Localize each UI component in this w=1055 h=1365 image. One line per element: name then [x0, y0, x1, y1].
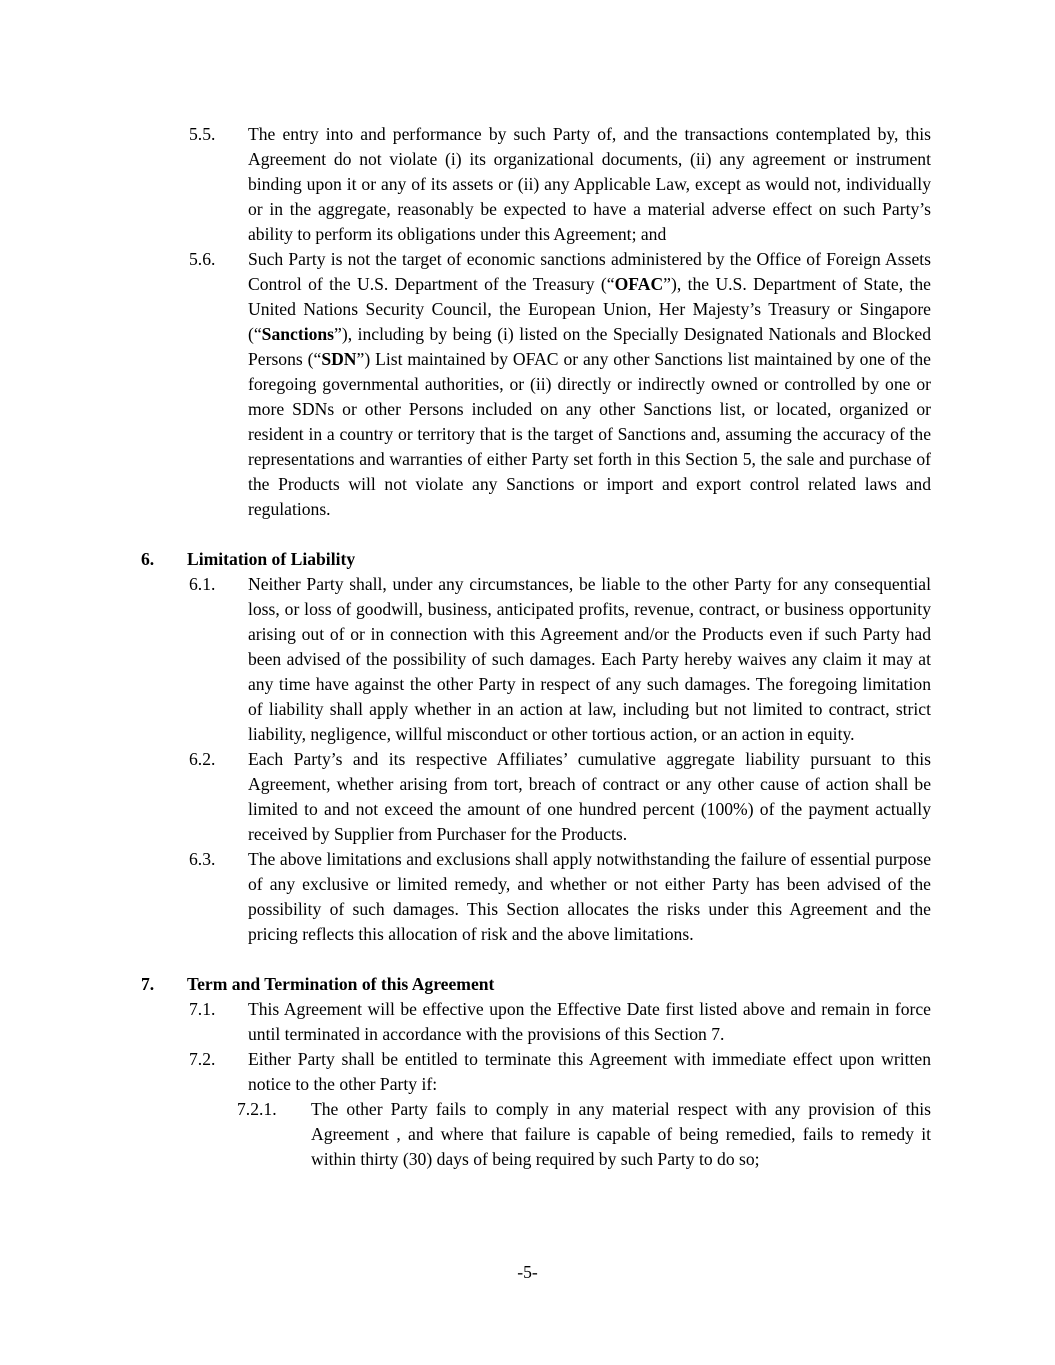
clause-text: The above limitations and exclusions shall apply notwithstanding the failure of essential purpose of any exclusive or limited remedy, and whether or not either Party has been advised of the possibility of such damages. This Section allocates the risks under this Agreement and the pricing reflects this allocation of risk and the above limitations.: [248, 849, 931, 944]
section-title: Limitation of Liability: [187, 549, 356, 569]
clause-7-2-1: [0, 1097, 1055, 1172]
clause-text: Each Party’s and its respective Affiliates’ cumulative aggregate liability pursuant to this Agreement, whether arising from tort, breach of contract or any other cause of action shall be limited to and not exceed the amount of one hundred percent (100%) of the payment actually received by Supplier from Purchaser for the Products.: [248, 749, 931, 844]
clause-5-6: [0, 247, 1055, 522]
defined-term-ofac: OFAC: [614, 274, 664, 294]
document-body: [0, 122, 1055, 1172]
clause-text: The entry into and performance by such Party of, and the transactions contemplated by, this Agreement do not violate (i) its organizational documents, (ii) any agreement or instrument binding upon it or any of its assets or (ii) any Applicable Law, except as would not, individually or in the aggregate, reasonably be expected to have a material adverse effect on such Party’s ability to perform its obligations under this Agreement; and: [248, 124, 931, 244]
clause-5-5: [0, 122, 1055, 247]
section-number: 6.: [141, 549, 155, 569]
page-number: -5-: [517, 1262, 538, 1282]
clause-number: 5.5.: [189, 124, 216, 144]
section-title: Term and Termination of this Agreement: [187, 974, 495, 994]
clause-text-part: Such Party is not the target of economic sanctions administered by the Office of Foreign Assets Control of the U.S. Department of the Treasury (“: [248, 249, 931, 294]
clause-number: 6.2.: [189, 749, 216, 769]
clause-text-part: ”), including by being (i) listed on the Specially Designated Nationals and Blocked Persons (“: [248, 324, 931, 369]
clause-text: Neither Party shall, under any circumstances, be liable to the other Party for any consequential loss, or loss of goodwill, business, anticipated profits, revenue, contract, or business opportunity arising out of or in connection with this Agreement and/or the Products even if such Party had been advised of the possibility of such damages. Each Party hereby waives any claim it may at any time have against the other Party in respect of any such damages. The foregoing limitation of liability shall apply whether in an action at law, including but not limited to contract, strict liability, negligence, willful misconduct or other tortious action, or an action in equity.: [248, 574, 931, 744]
defined-term-sdn: SDN: [321, 349, 357, 369]
section-number: 7.: [141, 974, 155, 994]
clause-7-1: [0, 997, 1055, 1047]
clause-6-3: [0, 847, 1055, 947]
clause-text-part: ”) List maintained by OFAC or any other Sanctions list maintained by one of the foregoing governmental authorities, or (ii) directly or indirectly owned or controlled by one or more SDNs or other Persons included on any other Sanctions list, or located, organized or resident in a country or territory that is the target of Sanctions and, assuming the accuracy of the representations and warranties of either Party set forth in this Section 5, the sale and purchase of the Products will not violate any Sanctions or import and export control related laws and regulations.: [248, 349, 931, 519]
defined-term-sanctions: Sanctions: [261, 324, 335, 344]
clause-text: This Agreement will be effective upon the Effective Date first listed above and remain in force until terminated in accordance with the provisions of this Section 7.: [248, 999, 931, 1044]
clause-number: 6.1.: [189, 574, 216, 594]
clause-text: Either Party shall be entitled to terminate this Agreement with immediate effect upon written notice to the other Party if:: [248, 1049, 931, 1094]
clause-number: 7.1.: [189, 999, 216, 1019]
section-7-heading: [0, 972, 1055, 997]
clause-number: 5.6.: [189, 249, 216, 269]
clause-number: 6.3.: [189, 849, 216, 869]
clause-text: [248, 247, 931, 522]
clause-number: 7.2.1.: [237, 1099, 277, 1119]
clause-text: The other Party fails to comply in any material respect with any provision of this Agreement , and where that failure is capable of being remedied, fails to remedy it within thirty (30) days of being required by such Party to do so;: [311, 1099, 931, 1169]
clause-number: 7.2.: [189, 1049, 216, 1069]
clause-6-1: [0, 572, 1055, 747]
section-6-heading: [0, 547, 1055, 572]
clause-6-2: [0, 747, 1055, 847]
clause-7-2: [0, 1047, 1055, 1097]
clause-text-part: ”), the U.S. Department of State, the United Nations Security Council, the European Union, Her Majesty’s Treasury or Singapore (“: [248, 274, 931, 344]
